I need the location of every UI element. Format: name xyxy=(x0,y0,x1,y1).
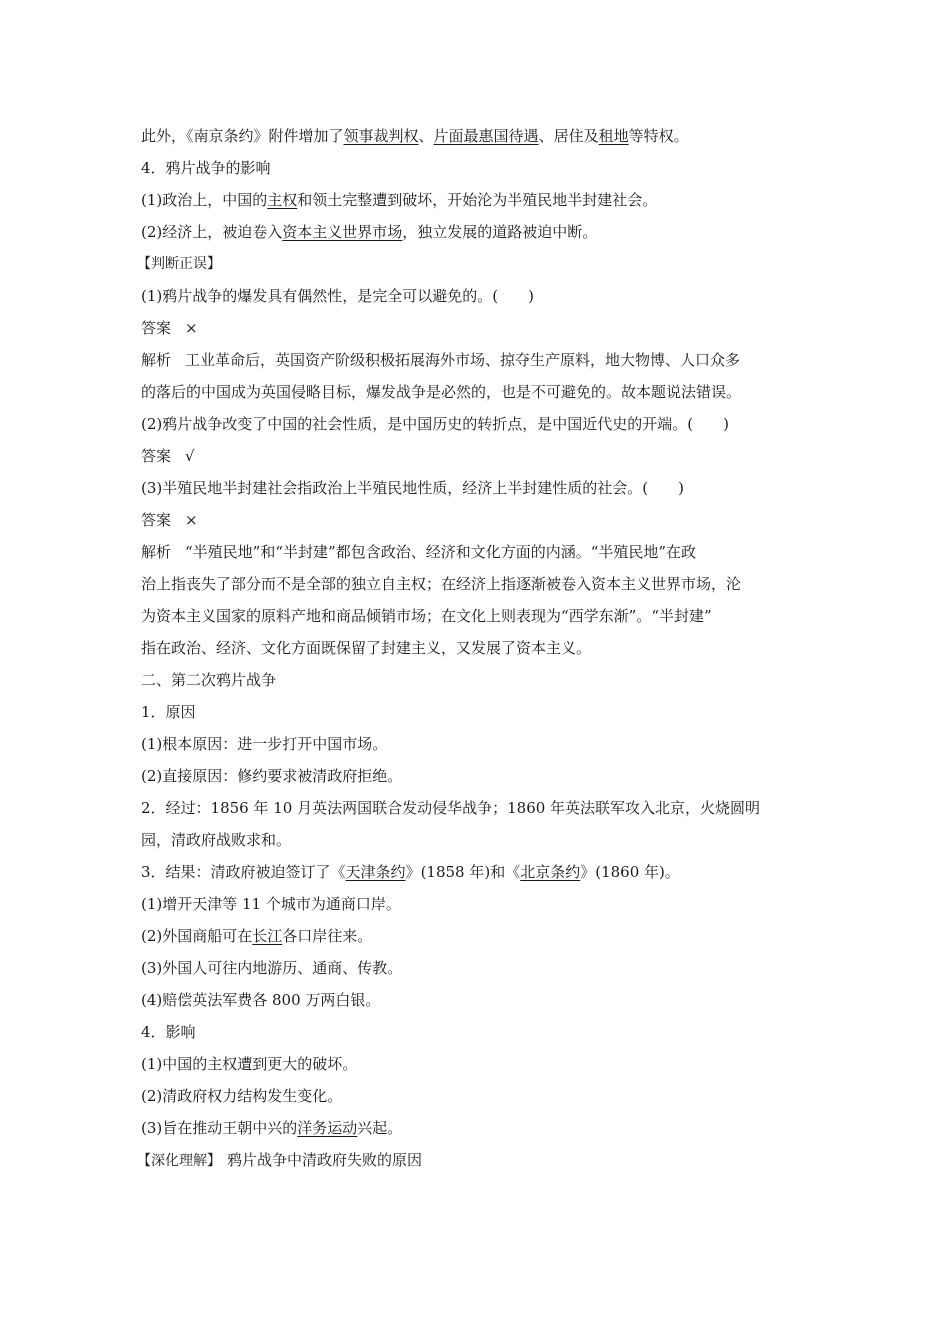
text-segment: 》(1858 年)和《 xyxy=(405,863,521,881)
text-line xyxy=(141,862,821,882)
text-segment: 各口岸往来。 xyxy=(282,927,373,945)
section-heading: 二、第二次鸦片战争 xyxy=(141,671,277,689)
answer-mark: × xyxy=(185,319,198,337)
text-line: (1)中国的主权遭到更大的破坏。 xyxy=(141,1055,358,1073)
subsection-heading: 4．影响 xyxy=(141,1023,196,1041)
text-segment: ，独立发展的道路被迫中断。 xyxy=(402,223,598,241)
answer-label: 答案 xyxy=(141,319,172,337)
section-heading: 4．鸦片战争的影响 xyxy=(141,159,271,177)
analysis-line xyxy=(141,350,821,370)
question-line: (3)半殖民地半封建社会指政治上半殖民地性质，经济上半封建性质的社会。( ) xyxy=(141,479,684,497)
answer-line xyxy=(141,510,821,530)
text-line: 治上指丧失了部分而不是全部的独立自主权；在经济上指逐渐被卷入资本主义世界市场，沦 xyxy=(141,575,742,593)
answer-line xyxy=(141,318,821,338)
question-line: (1)鸦片战争的爆发具有偶然性，是完全可以避免的。( ) xyxy=(141,287,534,305)
text-segment: 、 xyxy=(418,127,434,145)
text-line: 指在政治、经济、文化方面既保留了封建主义，又发展了资本主义。 xyxy=(141,639,592,657)
analysis-label: 解析 xyxy=(141,351,172,369)
answer-mark: √ xyxy=(185,447,195,465)
section-tag: 【判断正误】 xyxy=(137,256,221,272)
text-line xyxy=(141,126,821,146)
text-line xyxy=(141,926,821,946)
text-line: (2)直接原因：修约要求被清政府拒绝。 xyxy=(141,767,403,785)
text-line xyxy=(141,190,821,210)
text-segment: (1)政治上，中国的 xyxy=(141,191,268,209)
underlined-term: 主权 xyxy=(267,191,298,209)
underlined-term: 资本主义世界市场 xyxy=(282,223,403,241)
section-tag: 【深化理解】 xyxy=(137,1153,221,1169)
answer-mark: × xyxy=(185,511,198,529)
text-line xyxy=(141,1118,821,1138)
text-segment: “半殖民地”和“半封建”都包含政治、经济和文化方面的内涵。“半殖民地”在政 xyxy=(185,543,697,561)
underlined-term: 领事裁判权 xyxy=(343,127,419,145)
text-segment: 鸦片战争中清政府失败的原因 xyxy=(227,1151,423,1169)
answer-line xyxy=(141,446,821,466)
subsection-heading: 1．原因 xyxy=(141,703,196,721)
text-segment: 》(1860 年)。 xyxy=(580,863,680,881)
underlined-term: 北京条约 xyxy=(520,863,581,881)
answer-label: 答案 xyxy=(141,447,172,465)
text-line: 园，清政府战败求和。 xyxy=(141,831,292,849)
text-line: (1)根本原因：进一步打开中国市场。 xyxy=(141,735,388,753)
question-line: (2)鸦片战争改变了中国的社会性质，是中国历史的转折点，是中国近代史的开端。( ) xyxy=(141,415,729,433)
underlined-term: 租地 xyxy=(598,127,629,145)
answer-label: 答案 xyxy=(141,511,172,529)
analysis-line xyxy=(141,542,821,562)
underlined-term: 天津条约 xyxy=(345,863,406,881)
text-segment: 工业革命后，英国资产阶级积极拓展海外市场、掠夺生产原料，地大物博、人口众多 xyxy=(185,351,741,369)
text-segment: 等特权。 xyxy=(628,127,689,145)
text-line: (1)增开天津等 11 个城市为通商口岸。 xyxy=(141,895,401,913)
underlined-term: 长江 xyxy=(252,927,283,945)
underlined-term: 片面最惠国待遇 xyxy=(433,127,539,145)
text-line: 的落后的中国成为英国侵略目标，爆发战争是必然的，也是不可避免的。故本题说法错误。 xyxy=(141,383,742,401)
text-segment: 、居住及 xyxy=(538,127,599,145)
text-segment: (2)经济上，被迫卷入 xyxy=(141,223,283,241)
text-segment: 和领土完整遭到破坏，开始沦为半殖民地半封建社会。 xyxy=(297,191,658,209)
analysis-label: 解析 xyxy=(141,543,172,561)
text-segment: (2)外国商船可在 xyxy=(141,927,253,945)
text-line xyxy=(141,222,821,242)
text-segment: (3)旨在推动王朝中兴的 xyxy=(141,1119,298,1137)
text-line: (2)清政府权力结构发生变化。 xyxy=(141,1087,343,1105)
text-line: 2．经过：1856 年 10 月英法两国联合发动侵华战争；1860 年英法联军攻入北京，火烧圆明 xyxy=(141,799,761,817)
text-line: (4)赔偿英法军费各 800 万两白银。 xyxy=(141,991,381,1009)
text-segment: 3．结果：清政府被迫签订了《 xyxy=(141,863,346,881)
text-line: 为资本主义国家的原料产地和商品倾销市场；在文化上则表现为“西学东渐”。“半封建” xyxy=(141,607,712,625)
text-line: (3)外国人可往内地游历、通商、传教。 xyxy=(141,959,403,977)
text-segment: 兴起。 xyxy=(357,1119,403,1137)
text-segment: 此外，《南京条约》附件增加了 xyxy=(141,127,344,145)
text-line xyxy=(137,1150,817,1171)
underlined-term: 洋务运动 xyxy=(297,1119,358,1137)
